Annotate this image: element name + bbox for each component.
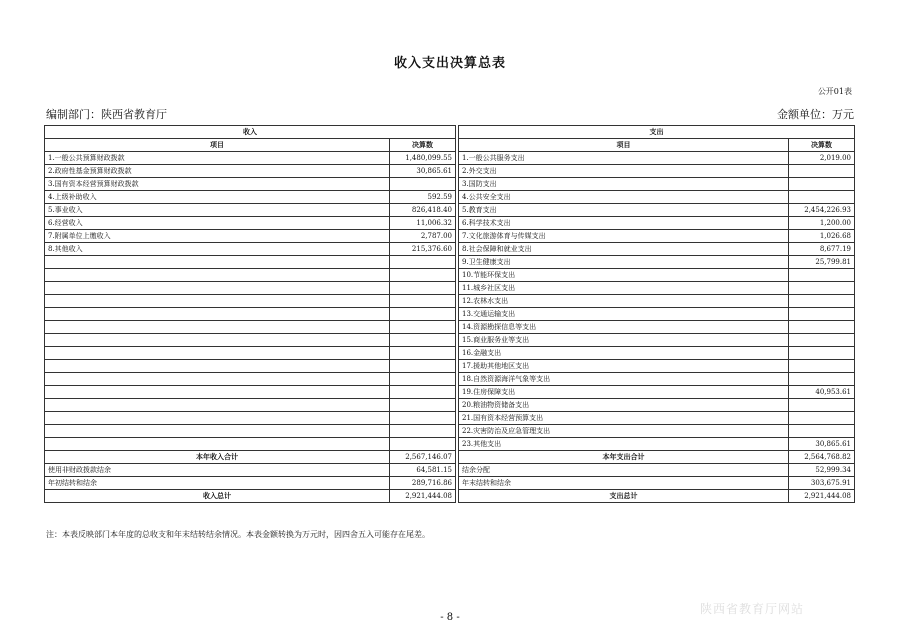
income-amount [390, 412, 456, 425]
expense-item: 21.国有资本经营预算支出 [459, 412, 789, 425]
income-item: 收入总计 [45, 490, 390, 503]
income-item [45, 321, 390, 334]
income-item [45, 308, 390, 321]
income-item: 3.国有资本经营预算财政拨款 [45, 178, 390, 191]
expense-item: 10.节能环保支出 [459, 269, 789, 282]
income-item: 1.一般公共预算财政拨款 [45, 152, 390, 165]
income-item: 使用非财政拨款结余 [45, 464, 390, 477]
expense-item: 20.粮油物资储备支出 [459, 399, 789, 412]
expense-amount [789, 412, 855, 425]
expense-amount [789, 425, 855, 438]
table-row [45, 477, 855, 490]
table-row [45, 217, 855, 230]
expense-item: 19.住房保障支出 [459, 386, 789, 399]
expense-item: 9.卫生健康支出 [459, 256, 789, 269]
table-row [45, 425, 855, 438]
table-row [45, 412, 855, 425]
grand-total-row [45, 490, 855, 503]
income-amount [390, 308, 456, 321]
table-row [45, 399, 855, 412]
income-amount [390, 347, 456, 360]
expense-amount: 25,799.81 [789, 256, 855, 269]
table-row [45, 152, 855, 165]
income-item: 4.上级补助收入 [45, 191, 390, 204]
income-amount [390, 360, 456, 373]
expense-item: 11.城乡社区支出 [459, 282, 789, 295]
expense-amount [789, 308, 855, 321]
table-row [45, 282, 855, 295]
income-item [45, 386, 390, 399]
table-row [45, 165, 855, 178]
income-amount: 11,006.32 [390, 217, 456, 230]
expense-amount: 2,019.00 [789, 152, 855, 165]
income-amount [390, 269, 456, 282]
table-row [45, 230, 855, 243]
amount-unit-label: 金额单位：万元 [777, 108, 854, 121]
expense-amount [789, 347, 855, 360]
expense-item: 13.交通运输支出 [459, 308, 789, 321]
income-amount-header: 决算数 [390, 139, 456, 152]
page-number: - 8 - [440, 612, 460, 623]
income-item [45, 295, 390, 308]
income-item [45, 399, 390, 412]
income-amount [390, 178, 456, 191]
expense-amount [789, 165, 855, 178]
income-item: 本年收入合计 [45, 451, 390, 464]
income-item-header: 项目 [45, 139, 390, 152]
footnote: 注：本表反映部门本年度的总收支和年末结转结余情况。本表金额转换为万元时，因四舍五入可能存在尾差。 [46, 530, 430, 539]
expense-item: 18.自然资源海洋气象等支出 [459, 373, 789, 386]
income-item [45, 360, 390, 373]
income-item: 年初结转和结余 [45, 477, 390, 490]
expense-amount [789, 295, 855, 308]
expense-amount [789, 399, 855, 412]
income-amount [390, 282, 456, 295]
income-item [45, 282, 390, 295]
table-row [45, 438, 855, 451]
expense-amount: 40,953.61 [789, 386, 855, 399]
table-row [45, 321, 855, 334]
form-number: 公开01表 [817, 87, 852, 96]
expense-amount [789, 282, 855, 295]
income-item [45, 373, 390, 386]
income-amount: 30,865.61 [390, 165, 456, 178]
expense-item: 5.教育支出 [459, 204, 789, 217]
income-item: 7.附属单位上缴收入 [45, 230, 390, 243]
expense-item: 支出总计 [459, 490, 789, 503]
income-amount [390, 425, 456, 438]
expense-item: 17.援助其他地区支出 [459, 360, 789, 373]
expense-item: 7.文化旅游体育与传媒支出 [459, 230, 789, 243]
table-row [45, 386, 855, 399]
expense-item: 16.金融支出 [459, 347, 789, 360]
expense-amount [789, 321, 855, 334]
expense-item: 3.国防支出 [459, 178, 789, 191]
expense-amount: 30,865.61 [789, 438, 855, 451]
expense-item: 23.其他支出 [459, 438, 789, 451]
expense-item: 结余分配 [459, 464, 789, 477]
expense-amount: 2,564,768.82 [789, 451, 855, 464]
expense-section-header: 支出 [459, 126, 855, 139]
income-amount [390, 399, 456, 412]
income-amount: 215,376.60 [390, 243, 456, 256]
table-row [45, 178, 855, 191]
column-header-row [45, 139, 855, 152]
expense-amount: 303,675.91 [789, 477, 855, 490]
table-row [45, 360, 855, 373]
income-expense-table [44, 125, 855, 503]
table-row [45, 191, 855, 204]
table-row [45, 373, 855, 386]
income-item [45, 269, 390, 282]
page-title: 收入支出决算总表 [393, 56, 506, 71]
expense-amount: 2,921,444.08 [789, 490, 855, 503]
expense-item: 4.公共安全支出 [459, 191, 789, 204]
income-item: 5.事业收入 [45, 204, 390, 217]
section-header-row [45, 126, 855, 139]
expense-item: 本年支出合计 [459, 451, 789, 464]
income-item: 6.经营收入 [45, 217, 390, 230]
expense-amount [789, 191, 855, 204]
expense-item: 15.商业服务业等支出 [459, 334, 789, 347]
table-row [45, 295, 855, 308]
expense-amount: 8,677.19 [789, 243, 855, 256]
expense-amount [789, 334, 855, 347]
expense-amount: 2,454,226.93 [789, 204, 855, 217]
income-amount [390, 386, 456, 399]
expense-amount [789, 373, 855, 386]
income-amount: 289,716.86 [390, 477, 456, 490]
site-watermark: 陕西省教育厅网站 [700, 602, 805, 616]
expense-amount [789, 178, 855, 191]
expense-amount [789, 360, 855, 373]
income-amount: 64,581.15 [390, 464, 456, 477]
income-amount: 2,921,444.08 [390, 490, 456, 503]
department-label: 编制部门：陕西省教育厅 [46, 108, 167, 121]
income-item [45, 425, 390, 438]
income-amount: 826,418.40 [390, 204, 456, 217]
table-row [45, 347, 855, 360]
income-amount [390, 373, 456, 386]
expense-item: 1.一般公共服务支出 [459, 152, 789, 165]
income-item [45, 334, 390, 347]
expense-item: 22.灾害防治及应急管理支出 [459, 425, 789, 438]
table-row [45, 256, 855, 269]
expense-item: 2.外交支出 [459, 165, 789, 178]
expense-item: 6.科学技术支出 [459, 217, 789, 230]
income-item [45, 256, 390, 269]
income-amount: 1,480,099.55 [390, 152, 456, 165]
income-item: 8.其他收入 [45, 243, 390, 256]
expense-item: 12.农林水支出 [459, 295, 789, 308]
expense-amount-header: 决算数 [789, 139, 855, 152]
income-amount [390, 256, 456, 269]
table-row [45, 204, 855, 217]
table-row [45, 464, 855, 477]
income-amount: 2,787.00 [390, 230, 456, 243]
income-item [45, 438, 390, 451]
income-amount [390, 295, 456, 308]
income-amount [390, 334, 456, 347]
table-row [45, 243, 855, 256]
income-item [45, 347, 390, 360]
expense-item-header: 项目 [459, 139, 789, 152]
income-amount [390, 321, 456, 334]
expense-amount: 1,026.68 [789, 230, 855, 243]
table-row [45, 269, 855, 282]
expense-item: 14.资源勘探信息等支出 [459, 321, 789, 334]
expense-item: 年末结转和结余 [459, 477, 789, 490]
annual-total-row [45, 451, 855, 464]
income-item: 2.政府性基金预算财政拨款 [45, 165, 390, 178]
income-amount: 592.59 [390, 191, 456, 204]
table-row [45, 308, 855, 321]
expense-amount: 52,999.34 [789, 464, 855, 477]
table-row [45, 334, 855, 347]
income-amount [390, 438, 456, 451]
income-section-header: 收入 [45, 126, 456, 139]
income-item [45, 412, 390, 425]
expense-amount [789, 269, 855, 282]
income-amount: 2,567,146.07 [390, 451, 456, 464]
expense-item: 8.社会保障和就业支出 [459, 243, 789, 256]
expense-amount: 1,200.00 [789, 217, 855, 230]
